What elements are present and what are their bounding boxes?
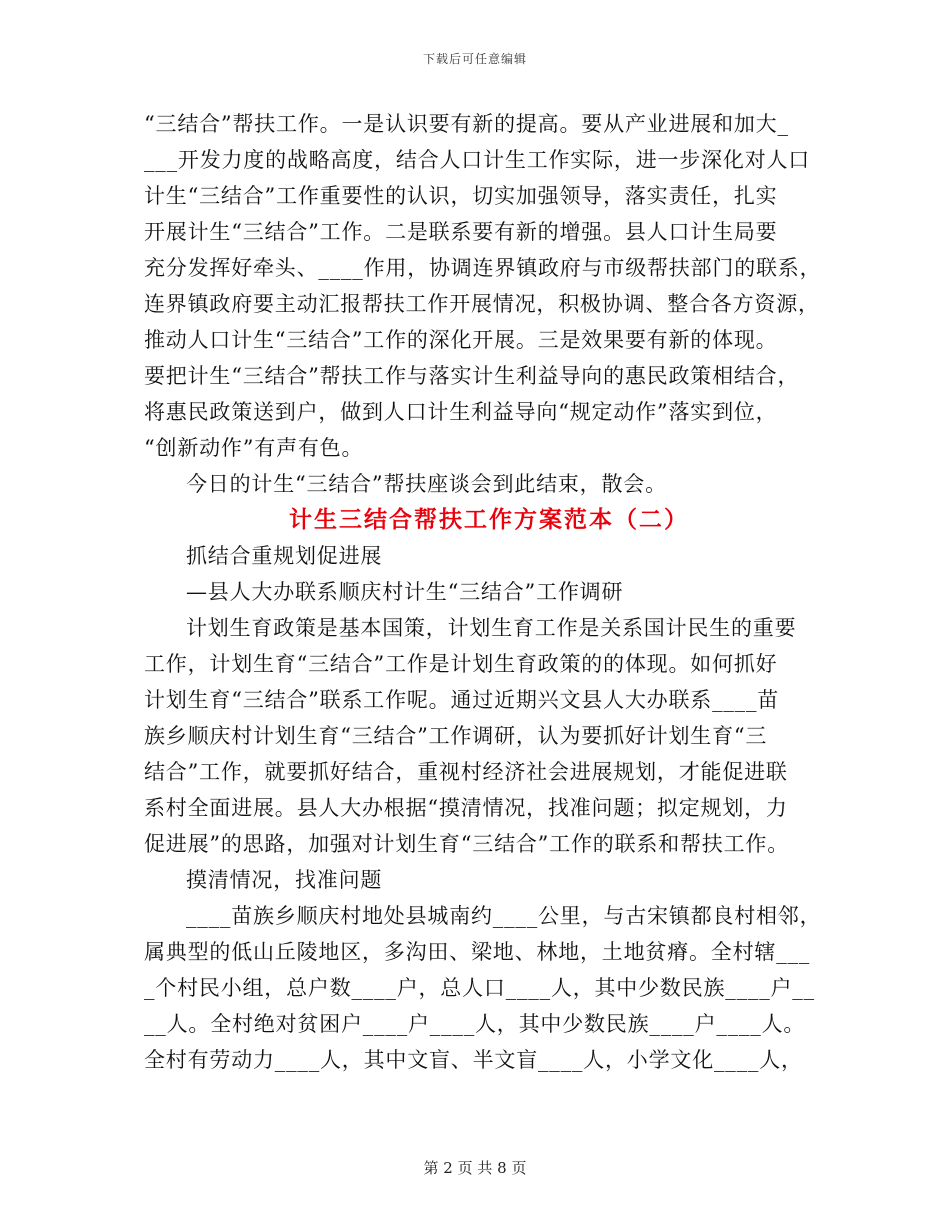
body-line: 工作，计划生育“三结合”工作是计划生育政策的的体现。如何抓好 xyxy=(144,652,778,676)
body-line: 属典型的低山丘陵地区，多沟田、梁地、林地，土地贫瘠。全村辖___ xyxy=(144,940,811,964)
body-line: 摸清情况，找准问题 xyxy=(186,868,383,892)
body-line: 充分发挥好牵头、____作用，协调连界镇政府与市级帮扶部门的联系， xyxy=(144,256,822,280)
body-line: _个村民小组，总户数____户，总人口____人，其中少数民族____户__ xyxy=(144,976,815,1000)
body-line: 推动人口计生“三结合”工作的深化开展。三是效果要有新的体现。 xyxy=(144,328,778,352)
body-line: 抓结合重规划促进展 xyxy=(186,544,383,568)
body-line: 开展计生“三结合”工作。二是联系要有新的增强。县人口计生局要 xyxy=(144,220,778,244)
section-title: 计生三结合帮扶工作方案范本（二） xyxy=(289,506,689,533)
body-line: 计生“三结合”工作重要性的认识，切实加强领导，落实责任，扎实 xyxy=(144,184,778,208)
body-line: “创新动作”有声有色。 xyxy=(144,436,364,460)
body-line: 计划生育政策是基本国策，计划生育工作是关系国计民生的重要 xyxy=(186,616,797,640)
page-footer: 第 2 页 共 8 页 xyxy=(423,1159,527,1177)
body-line: 将惠民政策送到户，做到人口计生利益导向“规定动作”落实到位， xyxy=(144,400,778,424)
body-line: __人。全村绝对贫困户____户____人，其中少数民族____户____人。 xyxy=(144,1012,806,1036)
body-line: —县人大办联系顺庆村计生“三结合”工作调研 xyxy=(186,580,624,604)
body-line: ___开发力度的战略高度，结合人口计生工作实际，进一步深化对人口 xyxy=(144,148,811,172)
page-header: 下载后可任意编辑 xyxy=(422,52,527,66)
body-line: 结合”工作，就要抓好结合，重视村经济社会进展规划，才能促进联 xyxy=(144,760,788,784)
body-line: 系村全面进展。县人大办根据“摸清情况，找准问题；拟定规划，力 xyxy=(144,796,788,820)
body-line: 要把计生“三结合”帮扶工作与落实计生利益导向的惠民政策相结合， xyxy=(144,364,800,388)
body-line: 族乡顺庆村计划生育“三结合”工作调研，认为要抓好计划生育“三 xyxy=(144,724,768,748)
body-line: 连界镇政府要主动汇报帮扶工作开展情况，积极协调、整合各方资源， xyxy=(144,292,820,316)
body-line: 促进展”的思路，加强对计划生育“三结合”工作的联系和帮扶工作。 xyxy=(144,832,790,856)
body-line: 今日的计生“三结合”帮扶座谈会到此结束，散会。 xyxy=(186,472,667,496)
body-line: ____苗族乡顺庆村地处县城南约____公里，与古宋镇都良村相邻， xyxy=(186,904,822,928)
body-line: “三结合”帮扶工作。一是认识要有新的提高。要从产业进展和加大_ xyxy=(144,112,789,136)
body-line: 计划生育“三结合”联系工作呢。通过近期兴文县人大办联系____苗 xyxy=(144,688,780,712)
document-body xyxy=(144,106,822,1078)
body-line: 全村有劳动力____人，其中文盲、半文盲____人，小学文化____人， xyxy=(144,1048,803,1072)
